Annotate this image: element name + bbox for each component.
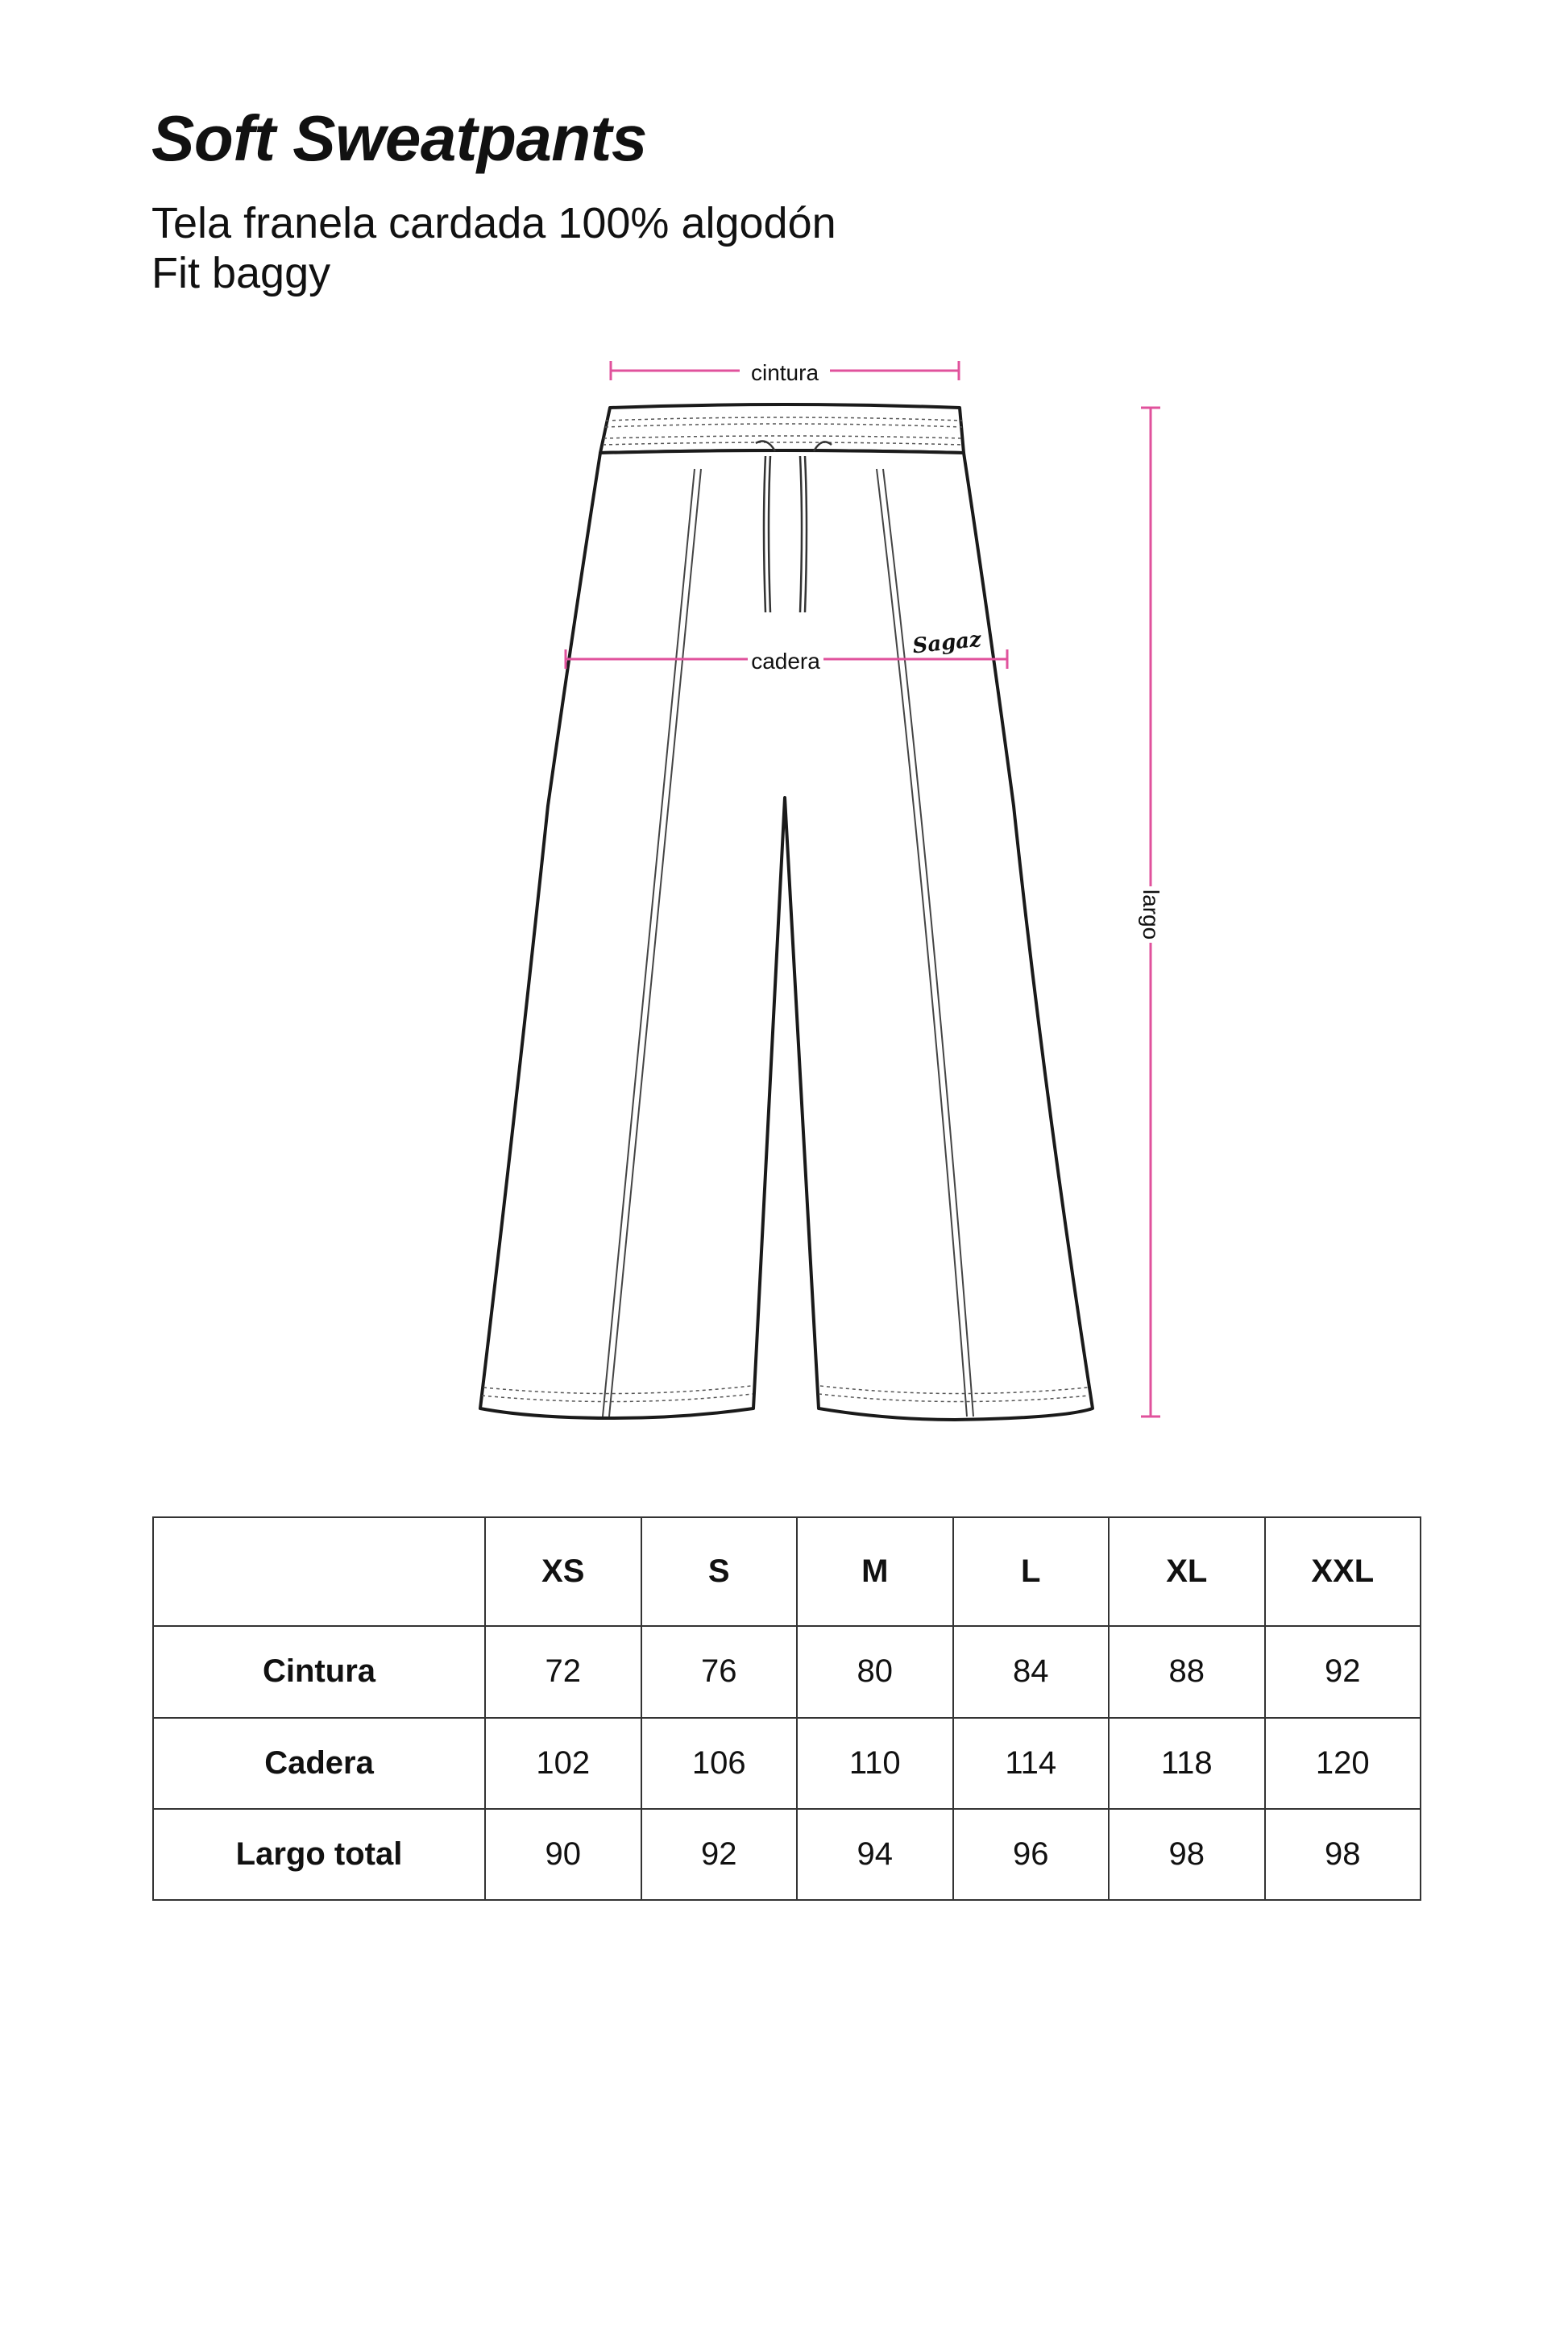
length-label: largo (1139, 889, 1164, 940)
table-cell: 92 (1265, 1626, 1421, 1717)
table-cell: 110 (797, 1718, 953, 1809)
brand-logo: Sagaz (911, 627, 983, 659)
table-cell: 72 (485, 1626, 641, 1717)
table-cell: 98 (1109, 1809, 1265, 1900)
table-row-cintura (153, 1626, 1421, 1717)
size-header-row (153, 1517, 1421, 1626)
row-label: Cadera (153, 1718, 485, 1809)
table-cell: 114 (953, 1718, 1110, 1809)
row-label: Cintura (153, 1626, 485, 1717)
table-cell: 76 (641, 1626, 798, 1717)
waist-label: cintura (750, 360, 819, 385)
table-cell: 88 (1109, 1626, 1265, 1717)
table-cell: 106 (641, 1718, 798, 1809)
size-header-xl: XL (1109, 1517, 1265, 1626)
table-cell: 94 (797, 1809, 953, 1900)
fabric-description: Tela franela cardada 100% algodón (151, 199, 836, 247)
size-header-xxl: XXL (1265, 1517, 1421, 1626)
table-cell: 84 (953, 1626, 1110, 1717)
table-cell: 120 (1265, 1718, 1421, 1809)
size-header-s: S (641, 1517, 798, 1626)
table-row-cadera (153, 1718, 1421, 1809)
size-header-m: M (797, 1517, 953, 1626)
table-cell: 92 (641, 1809, 798, 1900)
table-cell: 80 (797, 1626, 953, 1717)
pants-outline (480, 404, 1093, 1420)
hip-label: cadera (751, 649, 820, 674)
fit-description: Fit baggy (151, 249, 331, 297)
table-cell: 96 (953, 1809, 1110, 1900)
table-row-largo-total (153, 1809, 1421, 1900)
size-chart-table (152, 1516, 1421, 1901)
size-header-xs: XS (485, 1517, 641, 1626)
table-cell: 90 (485, 1809, 641, 1900)
row-label: Largo total (153, 1809, 485, 1900)
product-title: Soft Sweatpants (151, 102, 647, 174)
size-table-corner (153, 1517, 485, 1626)
table-cell: 98 (1265, 1809, 1421, 1900)
size-header-l: L (953, 1517, 1110, 1626)
table-cell: 118 (1109, 1718, 1265, 1809)
table-cell: 102 (485, 1718, 641, 1809)
